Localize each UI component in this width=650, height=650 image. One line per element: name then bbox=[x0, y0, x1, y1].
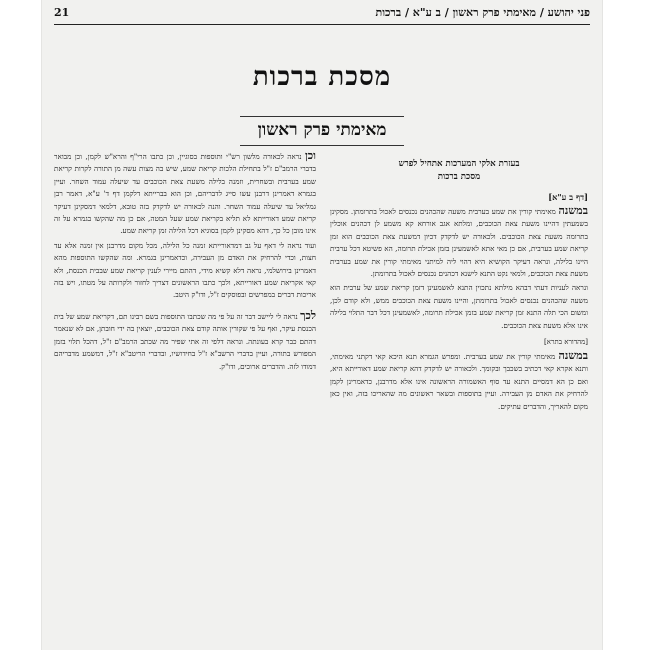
daf-label: [דף ב ע"א] bbox=[548, 192, 588, 202]
paragraph bbox=[54, 310, 316, 373]
page-number: 21 bbox=[54, 6, 70, 19]
lead-word: לכך bbox=[300, 308, 316, 322]
lead-word: וכן bbox=[305, 150, 316, 162]
chapter-heading bbox=[42, 116, 602, 146]
paragraph bbox=[54, 150, 316, 238]
dedication-line-1: בעזרת אלקי המערכות אתחיל לפרש bbox=[398, 159, 520, 169]
paragraph-text: נראה לכאורה מלשון רש"י ותוספות בסוגיין, וכן כתבו הרי"ף והרא"ש לקמן, וכן מבואר בדברי הרמב"ם ז"ל בתחילת הלכות קריאת שמע, שיש בה מצות עשה מן התורה לקרות קריאת שמע בערבית ובשחרית, וזמנה בלילה משעת צאת הכוכבים עד שיעלה עמוד השחר. ועיין בגמרא דאמרינן דרבנן עשו סייג לדבריהם, וכן הוא בברייתא דלקמן דף ד' ע"א, דאמר רבן גמליאל עד שיעלה עמוד השחר. והנה לכאורה יש לדקדק בזה טובא, דלמאי דמסקינן דעיקר קריאת שמע דאורייתא לא תליא בקריאת שמע שעל המטה, אם כן מה שהקשו בגמרא על זה אינו מובן כל כך, דהא מסקינן לקמן בסוגיא דכל הלילה זמן קריאת שמע. bbox=[54, 152, 316, 236]
lead-word: במשנה bbox=[558, 349, 588, 363]
tractate-title: מסכת ברכות bbox=[252, 62, 392, 92]
paragraph: ועוד נראה לי דאף על גב דמדאורייתא זמנה כל הלילה, מכל מקום מדרבנן אין זמנה אלא עד חצות, וכדי להרחיק את האדם מן העבירה, וכדאמרינן בגמרא. ומה שהקשו התוספות מהא דאמרינן בירושלמי, נראה דלא קשיא מידי, דהתם מיירי לענין קריאת שמע שבבית הכנסת, ולא קאי אקריאת שמע דאורייתא, ולכך כתבו הראשונים דצריך לחזור ולקרותה על מטתו, ויש בזה אריכות דברים במפרשים ובפוסקים ז"ל, ודו"ק היטב. bbox=[54, 240, 316, 300]
running-header bbox=[42, 6, 602, 22]
paragraph bbox=[330, 350, 588, 413]
paragraph-text: מאימתי קורין את שמע בערבית. ומפרש הגמרא תנא היכא קאי דקתני מאימתי, ותנא אקרא קאי דכתיב בשכבך ובקומך. ולכאורה יש לדקדק דהא קריאת שמע דאורייתא היא, ואם כן הא דמסיים התנא עד סוף האשמורה הראשונה אינו אלא מדרבנן, כדאמרינן לקמן להרחיק את האדם מן העבירה. ועיין בתוספות ובשאר ראשונים מה שהאריכו בזה, ואין כאן מקום להאריך, והדברים עתיקים. bbox=[330, 352, 588, 411]
opening-dedication bbox=[330, 158, 588, 184]
right-column bbox=[330, 150, 588, 413]
paragraph-text: מאימתי קורין את שמע בערבית משעה שהכהנים נכנסים לאכול בתרומתן. מסקינן בשמעתין דהיינו משעת צאת הכוכבים, ומלתא אגב אורחא קא משמע לן דכהנים אוכלין בתרומה משעת צאת הכוכבים. ולכאורה יש לדקדק דכיון דמשעת צאת הכוכבים הוא זמן קריאת שמע בערבית, אם כן מאי אתא לאשמעינן בזמן אכילת תרומה, הא פשיטא דכל ערבית היינו בלילה, ונראה דעיקר הקושיא היא דהוי ליה למיתני מאימתי קורין את שמע בערבית משעת צאת הכוכבים, ולמאי נקט התנא לישנא דכהנים נכנסים לאכול בתרומתן. bbox=[330, 207, 588, 279]
lead-word: במשנה bbox=[558, 204, 588, 217]
book-page bbox=[42, 0, 602, 650]
header-rule bbox=[54, 24, 590, 25]
chapter-title: מאימתי פרק ראשון bbox=[240, 116, 405, 146]
running-title: פני יהושע / מאימתי פרק ראשון / ב ע"א / ברכות bbox=[375, 6, 590, 19]
dedication-line-2: מסכת ברכות bbox=[437, 172, 481, 182]
paragraph bbox=[330, 205, 588, 280]
paragraph-text: נראה לי ליישב דבר זה על פי מה שכתבו התוספות בשם רבינו תם, דקריאת שמע של בית הכנסת עיקר, ואף על פי שקורין אותה קודם צאת הכוכבים, יוצאין בה ידי חובתן, אם לא שנאמר דהתם כבר קרא בעונתה. ונראה דלפי זה אתי שפיר מה שכתב הרמב"ם ז"ל, דהכל תלוי בזמן המפורש בתורה, ועיין בדברי הרשב"א ז"ל בחידושיו, ובדברי הריטב"א ז"ל, דמשמע מדבריהם דמודו לזה. והדברים ארוכים, ודו"ק. bbox=[54, 311, 316, 371]
left-column bbox=[54, 150, 316, 373]
paragraph-gap bbox=[54, 302, 316, 310]
edition-note: [מהדורא בתרא] bbox=[544, 338, 588, 347]
paragraph: ונראה לעניות דעתי דבהא מילתא נתכוין התנא לאשמעינן דזמן קריאת שמע של ערבית הוא משעה שהכהנים נכנסים לאכול בתרומתן, והיינו משעת צאת הכוכבים ממש, ולא קודם לכן, ומשום הכי תלה התנא זמן קריאת שמע בזמן אכילת תרומה, לאשמעינן דכל דבר התלוי בלילה אינו אלא משעת צאת הכוכבים. bbox=[330, 283, 588, 330]
